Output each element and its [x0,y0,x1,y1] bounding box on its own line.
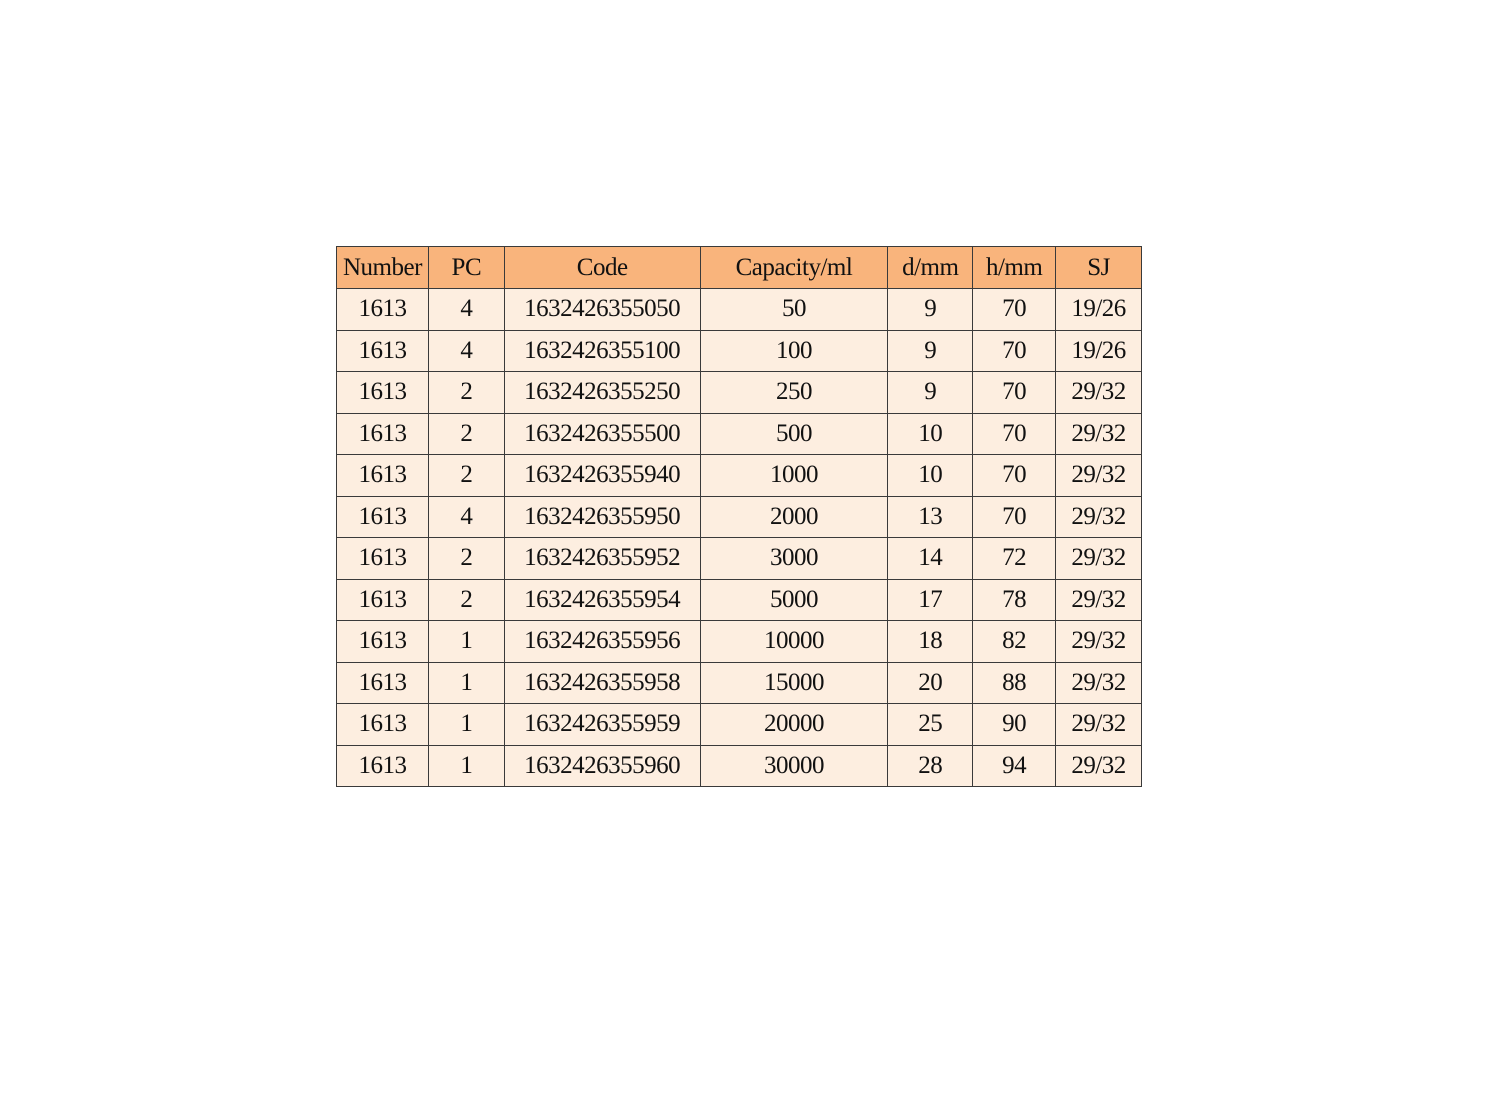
cell-number: 1613 [337,579,429,621]
cell-capacity: 100 [700,330,888,372]
table-row [337,538,1142,580]
cell-number: 1613 [337,662,429,704]
table-row [337,413,1142,455]
cell-capacity: 500 [700,413,888,455]
cell-capacity: 3000 [700,538,888,580]
cell-d: 9 [888,330,973,372]
cell-h: 70 [973,330,1056,372]
cell-number: 1613 [337,538,429,580]
cell-code: 1632426355500 [504,413,700,455]
cell-number: 1613 [337,496,429,538]
cell-pc: 2 [428,579,504,621]
cell-capacity: 30000 [700,745,888,787]
cell-code: 1632426355959 [504,704,700,746]
table-row [337,289,1142,331]
table-row [337,621,1142,663]
cell-d: 9 [888,372,973,414]
cell-d: 9 [888,289,973,331]
table-row [337,704,1142,746]
cell-code: 1632426355954 [504,579,700,621]
cell-sj: 29/32 [1056,372,1142,414]
cell-h: 82 [973,621,1056,663]
cell-code: 1632426355952 [504,538,700,580]
cell-code: 1632426355940 [504,455,700,497]
cell-h: 94 [973,745,1056,787]
cell-d: 14 [888,538,973,580]
cell-h: 70 [973,372,1056,414]
cell-h: 70 [973,413,1056,455]
header-number: Number [337,247,429,289]
cell-pc: 4 [428,330,504,372]
cell-code: 1632426355956 [504,621,700,663]
header-capacity: Capacity/ml [700,247,888,289]
cell-number: 1613 [337,621,429,663]
cell-d: 10 [888,413,973,455]
table-row [337,330,1142,372]
cell-number: 1613 [337,704,429,746]
cell-capacity: 10000 [700,621,888,663]
cell-pc: 2 [428,372,504,414]
cell-h: 78 [973,579,1056,621]
header-row [337,247,1142,289]
cell-sj: 29/32 [1056,413,1142,455]
header-sj: SJ [1056,247,1142,289]
cell-number: 1613 [337,289,429,331]
cell-capacity: 2000 [700,496,888,538]
table-row [337,745,1142,787]
table-row [337,372,1142,414]
cell-sj: 19/26 [1056,330,1142,372]
cell-h: 70 [973,289,1056,331]
cell-number: 1613 [337,413,429,455]
cell-d: 18 [888,621,973,663]
table-row [337,455,1142,497]
cell-h: 90 [973,704,1056,746]
cell-h: 70 [973,455,1056,497]
cell-pc: 1 [428,745,504,787]
header-h: h/mm [973,247,1056,289]
cell-number: 1613 [337,455,429,497]
cell-d: 17 [888,579,973,621]
cell-pc: 4 [428,289,504,331]
cell-sj: 29/32 [1056,704,1142,746]
cell-pc: 2 [428,413,504,455]
cell-d: 28 [888,745,973,787]
cell-code: 1632426355100 [504,330,700,372]
cell-pc: 2 [428,538,504,580]
cell-d: 13 [888,496,973,538]
cell-h: 72 [973,538,1056,580]
cell-h: 88 [973,662,1056,704]
cell-sj: 29/32 [1056,455,1142,497]
table-header [337,247,1142,289]
header-pc: PC [428,247,504,289]
cell-capacity: 1000 [700,455,888,497]
cell-sj: 29/32 [1056,579,1142,621]
cell-pc: 4 [428,496,504,538]
table-row [337,662,1142,704]
cell-capacity: 5000 [700,579,888,621]
header-code: Code [504,247,700,289]
cell-sj: 29/32 [1056,662,1142,704]
cell-sj: 29/32 [1056,745,1142,787]
cell-code: 1632426355960 [504,745,700,787]
cell-code: 1632426355250 [504,372,700,414]
table-row [337,496,1142,538]
cell-d: 20 [888,662,973,704]
cell-number: 1613 [337,330,429,372]
cell-pc: 2 [428,455,504,497]
cell-d: 25 [888,704,973,746]
cell-sj: 29/32 [1056,496,1142,538]
cell-capacity: 15000 [700,662,888,704]
cell-code: 1632426355958 [504,662,700,704]
cell-sj: 29/32 [1056,538,1142,580]
cell-code: 1632426355950 [504,496,700,538]
header-d: d/mm [888,247,973,289]
cell-d: 10 [888,455,973,497]
cell-capacity: 20000 [700,704,888,746]
cell-pc: 1 [428,662,504,704]
cell-h: 70 [973,496,1056,538]
spec-table [336,246,1142,787]
table-body [337,289,1142,787]
cell-code: 1632426355050 [504,289,700,331]
cell-sj: 29/32 [1056,621,1142,663]
cell-pc: 1 [428,704,504,746]
cell-pc: 1 [428,621,504,663]
cell-capacity: 250 [700,372,888,414]
cell-capacity: 50 [700,289,888,331]
cell-number: 1613 [337,745,429,787]
cell-sj: 19/26 [1056,289,1142,331]
cell-number: 1613 [337,372,429,414]
table-row [337,579,1142,621]
